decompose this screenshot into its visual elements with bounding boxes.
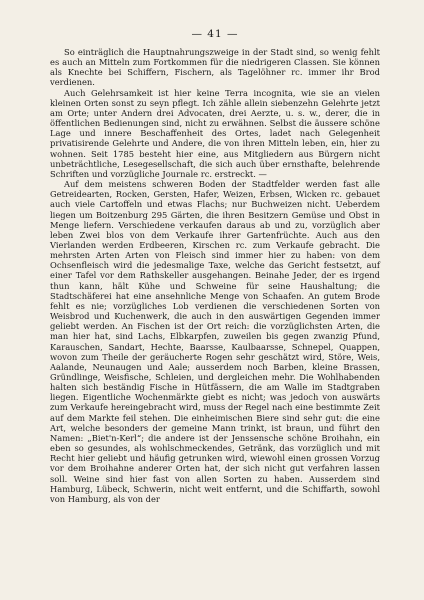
page-number: — 41 — (191, 28, 239, 40)
paragraph-1: So einträglich die Hauptnahrungszweige in der Stadt sind, so wenig fehlt es auch an Mitteln zum Fortkommen für die niedrigeren Classen. Sie können als Knechte bei Schiffern, Fischern, als Tagelöhner rc. immer ihr Brod verdienen. (50, 47, 380, 88)
body-text (50, 47, 380, 504)
paragraph-3: Auf dem meistens schweren Boden der Stadtfelder werden fast alle Getreidearten, Rocken, Gersten, Hafer, Weizen, Erbsen, Wicken rc. gebauet auch viele Cartoffeln und etwas Flachs; nur Buchweizen nicht. Ueberdem liegen um Boitzenburg 295 Gärten, die ihren Besitzern Gemüse und Obst in Menge liefern. Verschiedene verkaufen daraus ab und zu, vorzüglich aber leben Zwei blos von dem Verkaufe ihrer Gartenfrüchte. Auch aus den Vierlanden werden Erdbeeren, Kirschen rc. zum Verkaufe gebracht. Die mehrsten Arten Arten von Fleisch sind immer hier zu haben: von dem Ochsenfleisch wird die jedesmalige Taxe, welche das Gericht festsetzt, auf einer Tafel vor dem Rathskeller ausgehangen. Beinahe Jeder, der es irgend thun kann, hält Kühe und Schweine für seine Haushaltung; die Stadtschäferei hat eine ansehnliche Menge von Schaafen. An gutem Brode fehlt es nie; vorzügliches Lob verdienen die verschiedenen Sorten von Weisbrod und Kuchenwerk, die auch in den auswärtigen Gegenden immer geliebt werden. An Fischen ist der Ort reich: die vorzüglichsten Arten, die man hier hat, sind Lachs, Elbkarpfen, zuweilen bis gegen zwanzig Pfund, Karauschen, Sandart, Hechte, Baarsse, Kaulbaarsse, Schnepel, Quappen, wovon zum Theile der geräucherte Rogen sehr geschätzt wird, Störe, Weis, Aalande, Neunaugen und Aale; ausserdem noch Barben, kleine Brassen, Gründlinge, Weisfische, Schleien, und dergleichen mehr. Die Wohlhabenden halten sich beständig Fische in Hütfässern, die am Walle im Stadtgraben liegen. Eigentliche Wochenmärkte giebt es nicht; was jedoch von auswärts zum Verkaufe hereingebracht wird, muss der Regel nach eine bestimmte Zeit auf dem Markte feil stehen. Die einheimischen Biere sind sehr gut: die eine Art, welche besonders der gemeine Mann trinkt, ist braun, und führt den Namen: „Biet'n-Kerl“; die andere ist der Jenssensche schöne Broihahn, ein eben so gesundes, als wohlschmeckendes, Getränk, das vorzüglich und mit Recht hier geliebt und häufig getrunken wird, wiewohl einen grossen Vorzug vor dem Broihahne anderer Orten hat, der sich nicht gut verfahren lassen soll. Weine sind hier fast von allen Sorten zu haben. Ausserdem sind Hamburg, Lübeck, Schwerin, nicht weit entfernt, und die Schiffarth, sowohl von Hamburg, als von der (50, 179, 380, 504)
paragraph-2: Auch Gelehrsamkeit ist hier keine Terra incognita, wie sie an vielen kleinen Orten sonst zu seyn pflegt. Ich zähle allein siebenzehn Gelehrte jetzt am Orte; unter Andern drei Advocaten, drei Aerzte, u. s. w., derer, die in öffentlichen Bedienungen sind, nicht zu erwähnen. Selbst die äussere schöne Lage und innere Beschaffenheit des Ortes, ladet nach Gelegenheit privatisirende Gelehrte und Andere, die von ihren Mitteln leben, ein, hier zu wohnen. Seit 1785 besteht hier eine, aus Mitgliedern aus Bürgern nicht unbeträchtliche, Lesegesellschaft, die sich auch über ernsthafte, belehrende Schriften und vorzügliche Journale rc. erstreckt. — (50, 87, 380, 179)
